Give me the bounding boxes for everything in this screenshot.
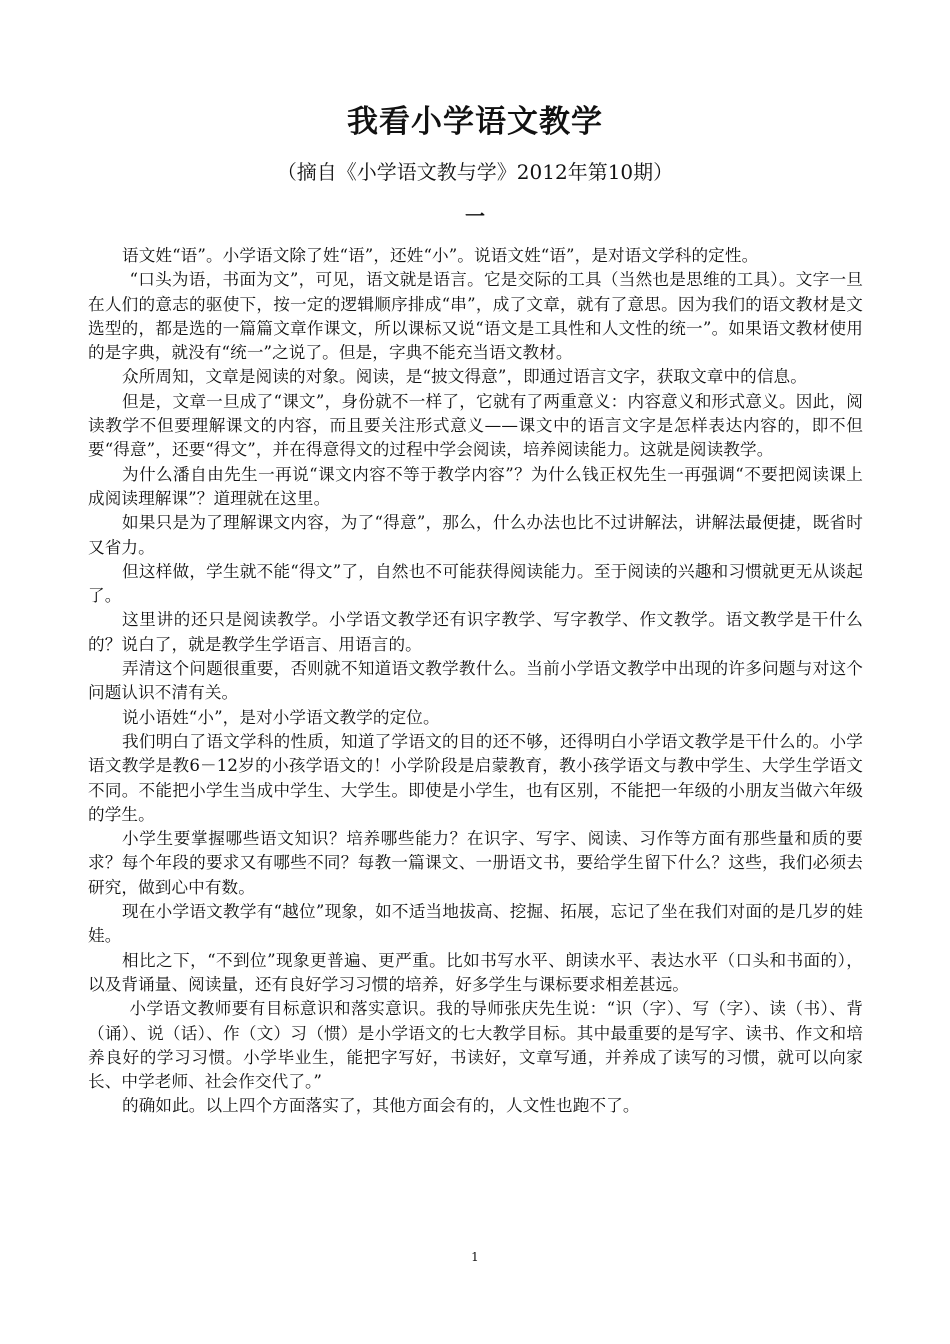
paragraph: 但这样做，学生就不能“得文”了，自然也不可能获得阅读能力。至于阅读的兴趣和习惯就更无从谈起了。 (88, 561, 863, 606)
paragraph: 为什么潘自由先生一再说“课文内容不等于教学内容”？为什么钱正权先生一再强调“不要把阅读课上成阅读理解课”？道理就在这里。 (88, 464, 863, 508)
document-title: 我看小学语文教学 (347, 104, 603, 140)
paragraph: 小学语文教师要有目标意识和落实意识。我的导师张庆先生说：“识（字）、写（字）、读（书）、背（诵）、说（话）、作（文）习（惯）是小学语文的七大教学目标。其中最重要的是写字、读书、作文和培养良好的学习习惯。小学毕业生，能把字写好，书读好，文章写通，并养成了读写的习惯，就可以向家长、中学老师、社会作交代了。” (88, 999, 863, 1092)
paragraph: 弄清这个问题很重要，否则就不知道语文教学教什么。当前小学语文教学中出现的许多问题与对这个问题认识不清有关。 (88, 659, 863, 703)
paragraph: 这里讲的还只是阅读教学。小学语文教学还有识字教学、写字教学、作文教学。语文教学是干什么的？说白了，就是教学生学语言、用语言的。 (88, 610, 863, 654)
paragraph: 相比之下，“不到位”现象更普遍、更严重。比如书写水平、朗读水平、表达水平（口头和书面的），以及背诵量、阅读量，还有良好学习习惯的培养，好多学生与课标要求相差甚远。 (88, 950, 863, 994)
paragraph: 现在小学语文教学有“越位”现象，如不适当地拔高、挖掘、拓展，忘记了坐在我们对面的是几岁的娃娃。 (88, 902, 863, 946)
paragraph: 语文姓“语”。小学语文除了姓“语”，还姓“小”。说语文姓“语”，是对语文学科的定性。 (122, 246, 759, 265)
paragraph: 众所周知，文章是阅读的对象。阅读，是“披文得意”，即通过语言文字，获取文章中的信息。 (122, 367, 807, 387)
article-body (88, 244, 863, 1119)
paragraph: “口头为语，书面为文”，可见，语文就是语言。它是交际的工具（当然也是思维的工具）。文字一旦在人们的意志的驱使下，按一定的逻辑顺序排成“串”，成了文章，就有了意思。因为我们的语文教材是文选型的，都是选的一篇篇文章作课文，所以课标又说“语文是工具性和人文性的统一”。如果语文教材使用的是字典，就没有“统一”之说了。但是，字典不能充当语文教材。 (88, 270, 863, 363)
page-number: 1 (471, 1250, 479, 1264)
paragraph: 但是，文章一旦成了“课文”，身份就不一样了，它就有了两重意义：内容意义和形式意义。因此，阅读教学不但要理解课文的内容，而且要关注形式意义——课文中的语言文字是怎样表达内容的，即不但要“得意”，还要“得文”，并在得意得文的过程中学会阅读，培养阅读能力。这就是阅读教学。 (88, 391, 863, 460)
paragraph: 小学生要掌握哪些语文知识？培养哪些能力？在识字、写字、阅读、习作等方面有那些量和质的要求？每个年段的要求又有哪些不同？每教一篇课文、一册语文书，要给学生留下什么？这些，我们必须去研究，做到心中有数。 (88, 829, 863, 897)
paragraph: 我们明白了语文学科的性质，知道了学语文的目的还不够，还得明白小学语文教学是干什么的。小学语文教学是教6－12岁的小孩学语文的！小学阶段是启蒙教育，教小孩学语文与教中学生、大学生学语文不同。不能把小学生当成中学生、大学生。即使是小学生，也有区别，不能把一年级的小朋友当做六年级的学生。 (88, 731, 863, 824)
document-subtitle: （摘自《小学语文教与学》2012年第10期） (276, 160, 674, 184)
paragraph: 的确如此。以上四个方面落实了，其他方面会有的，人文性也跑不了。 (122, 1096, 640, 1116)
paragraph: 说小语姓“小”，是对小学语文教学的定位。 (122, 707, 440, 727)
section-heading: 一 (465, 204, 485, 228)
paragraph: 如果只是为了理解课文内容，为了“得意”，那么，什么办法也比不过讲解法，讲解法最便捷，既省时又省力。 (88, 513, 863, 557)
